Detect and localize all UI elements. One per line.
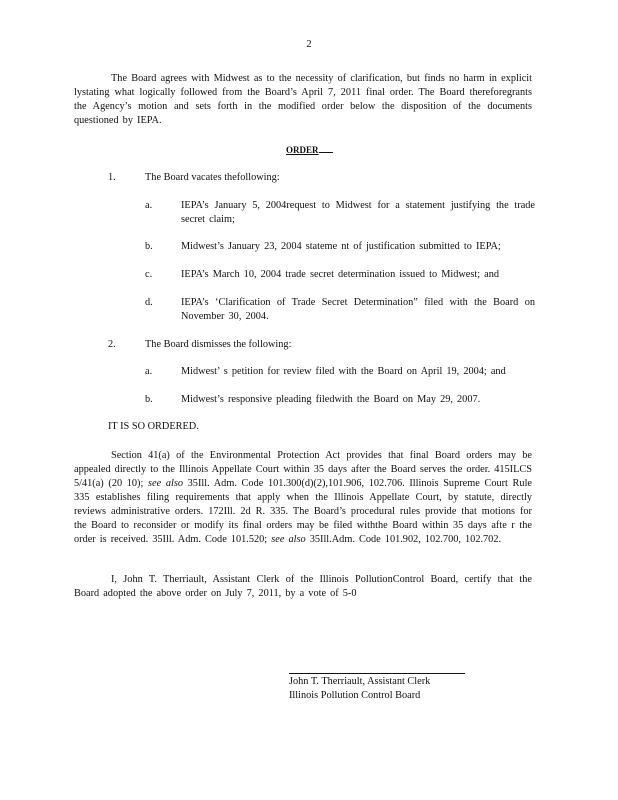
appeal-text-1: Section 41(a) of the Environmental Protection Act provides that final Board orders may be appealed directly to the Illinois Appellate Court within 35 days after the Board serves the order. 415ILCS 5/41(a) (20 10);: [74, 450, 532, 489]
see-also-1: see also: [148, 478, 183, 489]
subitem-letter: b.: [145, 394, 153, 405]
subitem-text: Midwest’s responsive pleading filedwith the Board on May 29, 2007.: [181, 394, 481, 405]
intro-paragraph-text: The Board agrees with Midwest as to the necessity of clarification, but finds no harm in explicit lystating what logically followed from the Board’s April 7, 2011 final order. The Board thereforegrants the Agency’s motion and sets forth in the modified order below the disposition of the documents questioned by IEPA.: [74, 73, 532, 126]
signature-name: John T. Therriault, Assistant Clerk: [289, 676, 431, 687]
subitem-text: IEPA’s January 5, 2004request to Midwest for a statement justifying the trade secret claim;: [181, 200, 535, 225]
see-also-2: see also: [271, 534, 306, 545]
subitem-text: IEPA’s March 10, 2004 trade secret determination issued to Midwest; and: [181, 269, 500, 280]
so-ordered: IT IS SO ORDERED.: [108, 421, 199, 432]
order-item-text: The Board vacates thefollowing:: [145, 172, 280, 183]
appeal-paragraph: [74, 449, 532, 547]
page-number: 2: [306, 39, 312, 50]
subitem-letter: c.: [145, 269, 153, 280]
subitem-letter: b.: [145, 241, 153, 252]
certification-text: I, John T. Therriault, Assistant Clerk of the Illinois PollutionControl Board, certify that the Board adopted the above order on July 7, 2011, by a vote of 5-0: [74, 574, 532, 599]
appeal-text-2: 35Ill. Adm. Code 101.300(d)(2),101.906, 102.706. Illinois Supreme Court Rule 335 establishes filing requirements that apply when the Illinois Appellate Court, by statute, directly reviews administrative orders. 172Ill. 2d R. 335. The Board’s procedural rules provide that motions for the Board to reconsider or modify its final orders may be filed withthe Board within 35 days afte r the order is received. 35Ill. Adm. Code 101.520;: [74, 478, 533, 545]
order-heading-text: ORDER: [286, 145, 319, 155]
subitem-letter: a.: [145, 366, 153, 377]
order-heading: [286, 143, 333, 157]
order-item-number: 1.: [108, 172, 116, 183]
subitem-text: IEPA’s ‘Clarification of Trade Secret Determination” filed with the Board on November 30, 2004.: [181, 297, 535, 322]
subitem-letter: a.: [145, 200, 153, 211]
subitem-text: Midwest’ s petition for review filed with the Board on April 19, 2004; and: [181, 366, 506, 377]
appeal-text-3: 35Ill.Adm. Code 101.902, 102.700, 102.702.: [309, 534, 502, 545]
signature-organization: Illinois Pollution Control Board: [289, 690, 421, 701]
subitem-letter: d.: [145, 297, 153, 308]
intro-paragraph: [74, 72, 532, 128]
signature-line: [289, 673, 465, 674]
subitem-text: Midwest’s January 23, 2004 stateme nt of justification submitted to IEPA;: [181, 241, 501, 252]
certification-paragraph: [74, 573, 532, 601]
order-item-text: The Board dismisses the following:: [145, 339, 292, 350]
order-item-number: 2.: [108, 339, 116, 350]
